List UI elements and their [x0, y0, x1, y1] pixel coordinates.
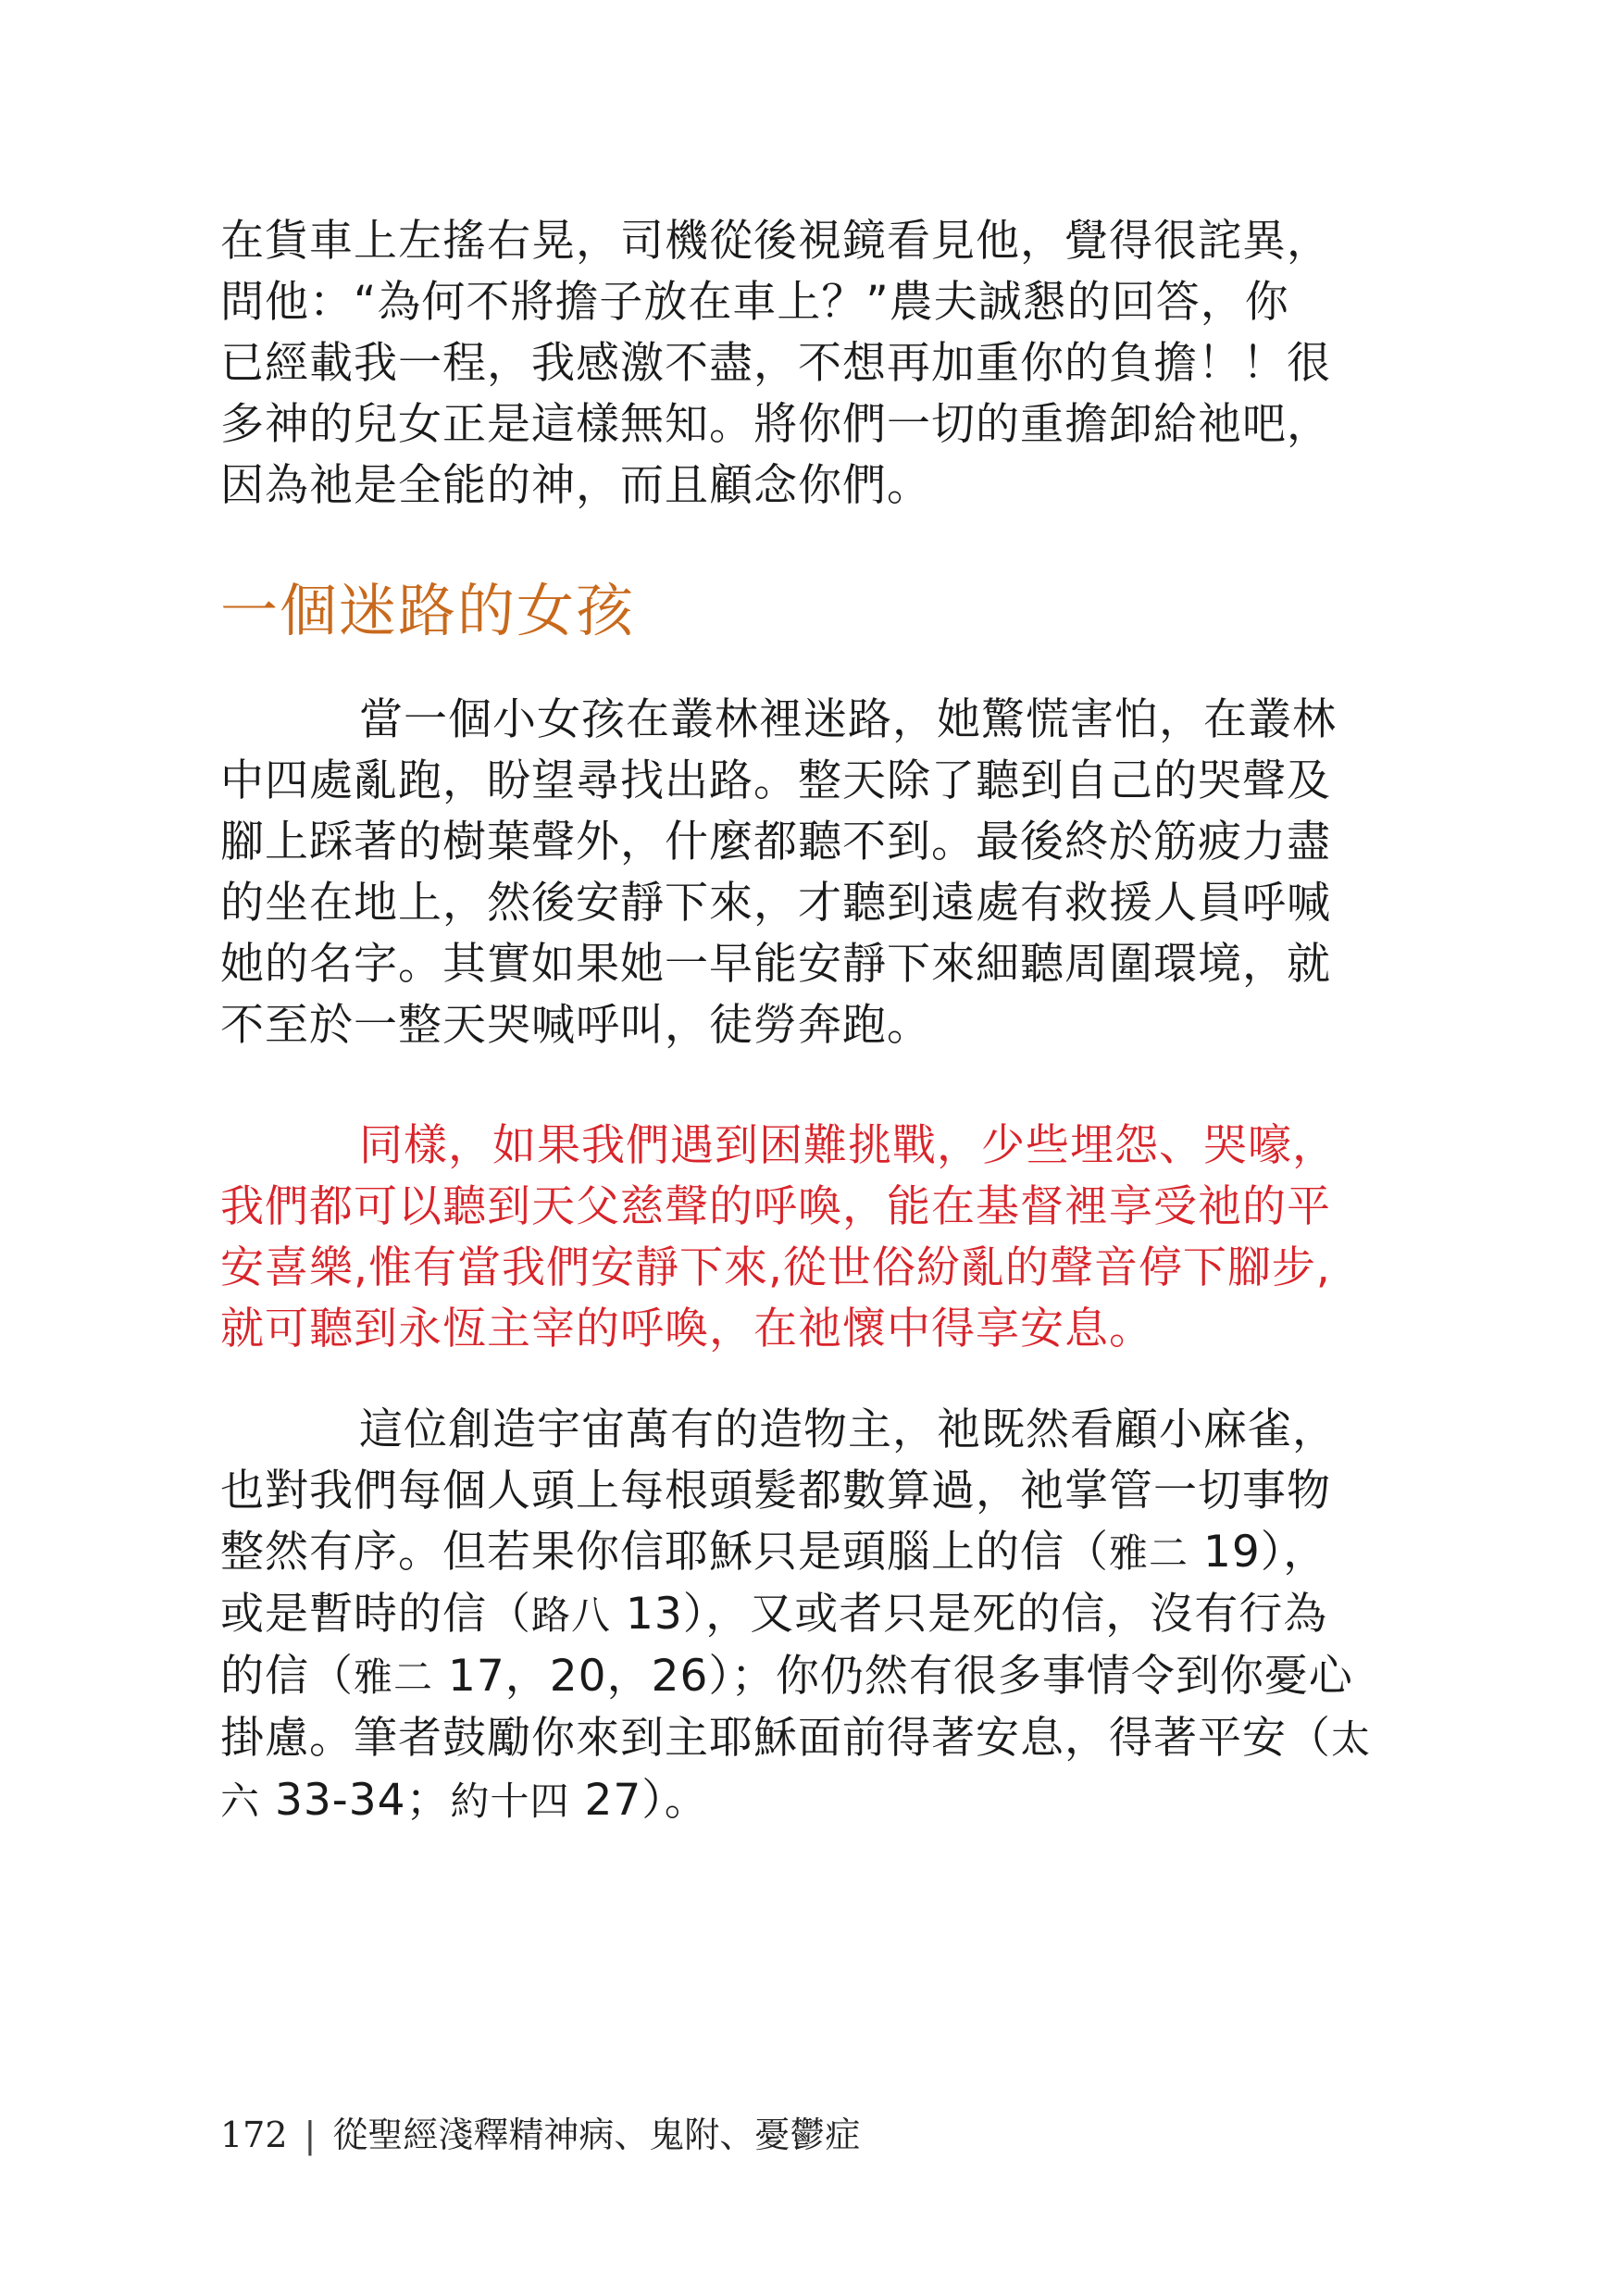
text-line: 已經載我一程，我感激不盡，不想再加重你的負擔！！很	[220, 338, 1331, 389]
text-line: 當一個小女孩在叢林裡迷路，她驚慌害怕，在叢林	[359, 694, 1337, 745]
text-line: 腳上踩著的樹葉聲外，什麼都聽不到。最後終於筋疲力盡	[220, 817, 1331, 867]
text-line	[220, 1770, 1409, 1832]
footer-separator: |	[304, 2115, 317, 2155]
text-segment: 19），	[1189, 1527, 1328, 1578]
text-line: 在貨車上左搖右晃，司機從後視鏡看見他，覺得很詫異，	[220, 216, 1331, 267]
text-line: 安喜樂,惟有當我們安靜下來,從世俗紛亂的聲音停下腳步,	[220, 1242, 1331, 1293]
text-line: 這位創造宇宙萬有的造物主，祂既然看顧小麻雀，	[359, 1404, 1337, 1455]
text-line: 同樣，如果我們遇到困難挑戰，少些埋怨、哭嚎，	[359, 1120, 1337, 1171]
text-segment: 的信（	[220, 1651, 354, 1702]
text-line: 中四處亂跑，盼望尋找出路。整天除了聽到自己的哭聲及	[220, 755, 1331, 806]
text-line	[220, 1522, 1409, 1584]
scripture-reference: 雅二	[354, 1654, 434, 1700]
book-title: 從聖經淺釋精神病、鬼附、憂鬱症	[332, 2115, 861, 2155]
text-segment: 33-34；	[260, 1775, 451, 1826]
paragraph-farmer-story	[220, 211, 1409, 517]
paragraph-highlighted	[220, 1116, 1409, 1360]
scripture-reference: 路八	[531, 1592, 612, 1638]
text-line: 因為祂是全能的神，而且顧念你們。	[220, 460, 931, 511]
scripture-reference: 約十四	[450, 1778, 570, 1824]
text-line: 就可聽到永恆主宰的呼喚，在祂懷中得享安息。	[220, 1304, 1153, 1354]
page-number: 172	[220, 2115, 288, 2155]
text-line: 也對我們每個人頭上每根頭髮都數算過，祂掌管一切事物	[220, 1466, 1331, 1516]
paragraph-lost-girl	[220, 690, 1409, 1056]
text-line: 問他：“為何不將擔子放在車上？”農夫誠懇的回答，你	[220, 277, 1289, 328]
text-line: 不至於一整天哭喊呼叫，徒勞奔跑。	[220, 1000, 931, 1051]
text-segment: 17，20，26）；你仍然有很多事情令到你憂心	[433, 1651, 1353, 1702]
text-line: 的坐在地上，然後安靜下來，才聽到遠處有救援人員呼喊	[220, 878, 1331, 929]
text-line: 我們都可以聽到天父慈聲的呼喚，能在基督裡享受祂的平	[220, 1181, 1331, 1232]
section-heading: 一個迷路的女孩	[220, 577, 636, 644]
page-footer	[220, 2106, 860, 2157]
scripture-reference: 雅二	[1109, 1530, 1189, 1576]
text-segment: 或是暫時的信（	[220, 1589, 531, 1640]
text-line: 多神的兒女正是這樣無知。將你們一切的重擔卸給祂吧，	[220, 399, 1331, 450]
text-line: 她的名字。其實如果她一早能安靜下來細聽周圍環境，就	[220, 939, 1331, 990]
paragraph-creator	[220, 1400, 1409, 1832]
text-segment: 整然有序。但若果你信耶穌只是頭腦上的信（	[220, 1527, 1109, 1578]
text-line	[220, 1708, 1409, 1770]
text-line	[220, 1646, 1409, 1708]
scripture-reference: 六	[220, 1778, 261, 1824]
text-segment: 13），又或者只是死的信，沒有行為	[611, 1589, 1328, 1640]
scripture-reference: 太	[1331, 1716, 1372, 1762]
text-segment: 27）。	[569, 1775, 709, 1826]
text-line	[220, 1584, 1409, 1646]
text-segment: 掛慮。筆者鼓勵你來到主耶穌面前得著安息，得著平安（	[220, 1713, 1331, 1764]
